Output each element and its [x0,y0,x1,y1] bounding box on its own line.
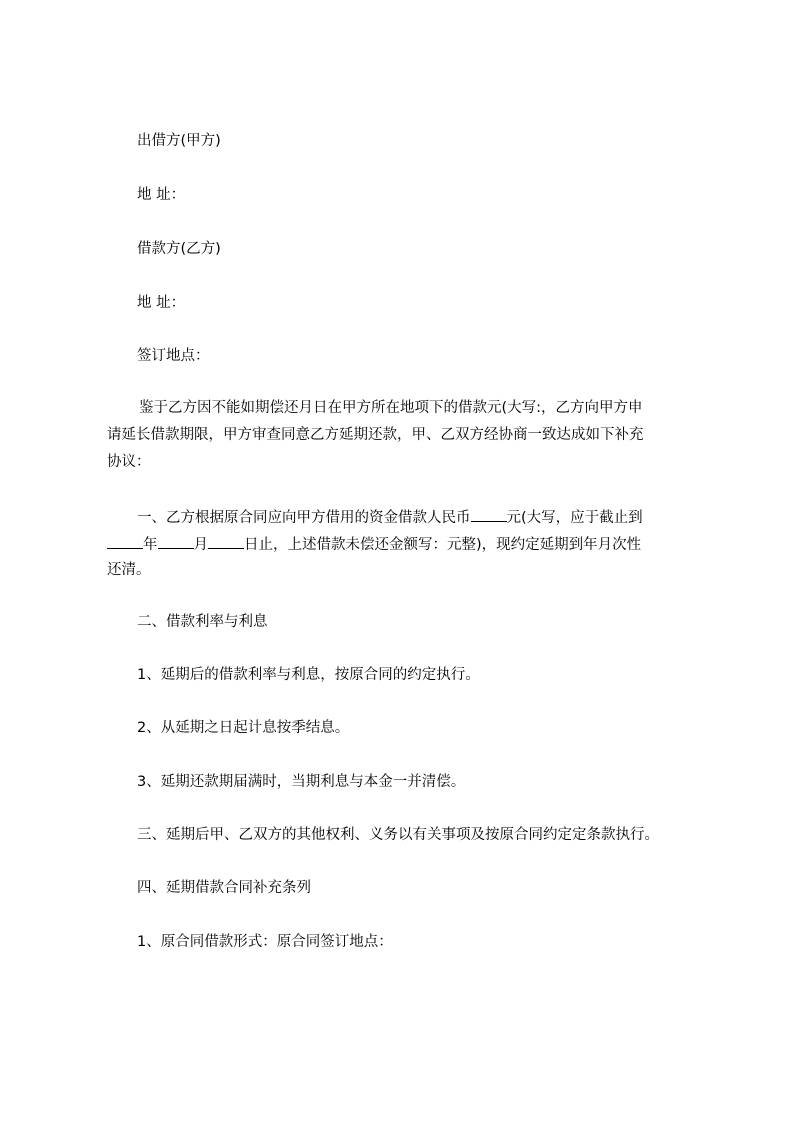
year-blank [107,534,143,549]
month-blank [158,534,194,549]
amount-blank [471,507,507,522]
clause-4-item-1: 1、原合同借款形式：原合同签订地点： [137,934,393,950]
day-blank [208,534,244,549]
clause-1-line-2 [107,534,641,554]
clause-1-text-a: 一、乙方根据原合同应向甲方借用的资金借款人民币 [137,510,471,526]
clause-1-text-b: 元(大写，应于截止到 [506,510,643,526]
borrower-label: 借款方(乙方) [137,241,221,257]
clause-1-text-c: 日止，上述借款未偿还金额写：元整)，现约定延期到年月次性 [244,537,642,553]
clause-1-line-1 [137,507,643,527]
clause-2-item-3: 3、延期还款期届满时，当期利息与本金一并清偿。 [137,774,466,790]
clause-2-title: 二、借款利率与利息 [137,614,268,630]
lender-address-label: 地 址： [137,187,186,203]
clause-1-line-3: 还清。 [107,562,151,578]
clause-4-title: 四、延期借款合同补充条列 [137,880,311,896]
preamble-line-1: 鉴于乙方因不能如期偿还月日在甲方所在地项下的借款元(大写:，乙方向甲方申 [139,400,643,416]
year-label: 年 [143,537,158,553]
clause-3: 三、延期后甲、乙双方的其他权利、义务以有关事项及按原合同约定定条款执行。 [137,827,659,843]
borrower-address-label: 地 址： [137,295,186,311]
signing-place-label: 签订地点： [137,348,210,364]
clause-2-item-1: 1、延期后的借款利率与利息，按原合同的约定执行。 [137,667,480,683]
preamble-line-3: 协议： [107,454,151,470]
preamble-line-2: 请延长借款期限，甲方审查同意乙方延期还款，甲、乙双方经协商一致达成如下补充 [107,427,644,443]
month-label: 月 [193,537,208,553]
lender-label: 出借方(甲方) [137,133,221,149]
clause-2-item-2: 2、从延期之日起计息按季结息。 [137,720,350,736]
